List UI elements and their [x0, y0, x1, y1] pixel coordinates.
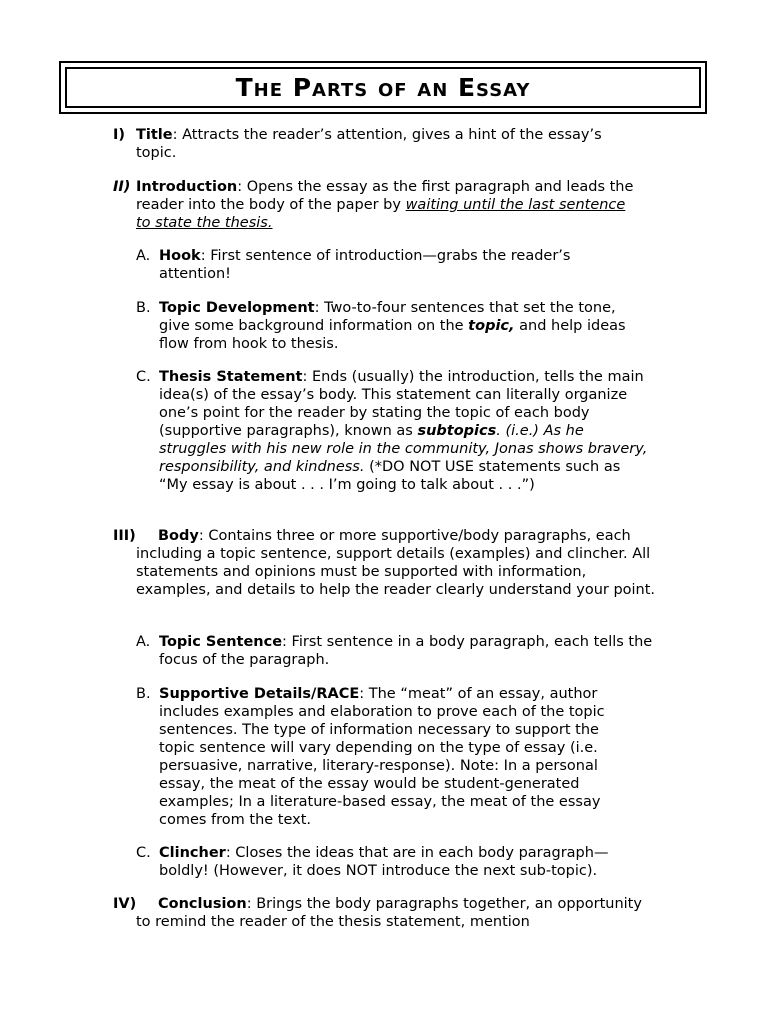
section-body	[136, 527, 656, 599]
subsection-term: Topic Development	[159, 300, 315, 316]
section-text: : Brings the body paragraphs together, an opportunity to remind the reader of the thesis statement, mention	[136, 896, 642, 930]
subsection-letter: B.	[136, 300, 151, 316]
subsection-text-cont: and help ideas flow from hook to thesis.	[159, 318, 626, 352]
subsection-body	[159, 633, 654, 669]
section-text: : Opens the essay as the first paragraph and leads the reader into the body of the paper by	[136, 179, 634, 213]
section-term: Body	[158, 528, 199, 544]
subsection-body	[159, 247, 599, 283]
subsection-body	[159, 685, 627, 829]
subsection-text: : First sentence in a body paragraph, each tells the focus of the paragraph.	[159, 634, 653, 668]
section-number: III)	[113, 528, 136, 544]
title-box	[59, 61, 707, 114]
subsection-term: Topic Sentence	[159, 634, 283, 650]
subsection-body	[159, 368, 653, 494]
subsection-text: : Ends (usually) the introduction, tells the main idea(s) of the essay’s body. This statement can literally organize one’s point for the reader by stating the topic of each body (supportive paragraphs), known as	[159, 369, 644, 439]
section-text: : Contains three or more supportive/body paragraphs, each including a topic sentence, support details (examples) and clincher. All statements and opinions must be supported with information, examples, and details to help the reader clearly understand your point.	[136, 528, 656, 598]
subsection-text: : The “meat” of an essay, author includes examples and elaboration to prove each of the topic sentences. The type of information necessary to support the topic sentence will vary depending on the type of essay (i.e. persuasive, narrative, literary-response). Note: In a personal essay, the meat of the essay would be student-generated examples; In a literature-based essay, the meat of the essay comes from the text.	[159, 686, 605, 828]
subsection-term: Clincher	[159, 845, 226, 861]
title-box-inner-border	[65, 67, 701, 108]
subsection-term: Supportive Details/RACE	[159, 686, 360, 702]
subsection-letter: C.	[136, 845, 151, 861]
emphasis-topic: topic,	[468, 318, 515, 334]
subsection-text: : First sentence of introduction—grabs the reader’s attention!	[159, 248, 571, 282]
subsection-letter: A.	[136, 248, 151, 264]
subsection-letter: C.	[136, 369, 151, 385]
section-term: Conclusion	[158, 896, 247, 912]
emphasis-subtopics: subtopics	[417, 423, 497, 439]
subsection-letter: B.	[136, 686, 151, 702]
section-text: : Attracts the reader’s attention, gives a hint of the essay’s topic.	[136, 127, 602, 161]
section-term: Introduction	[136, 179, 238, 195]
subsection-text: : Two-to-four sentences that set the tone, give some background information on the	[159, 300, 616, 334]
section-body	[136, 895, 651, 931]
thesis-example: . (i.e.) As he struggles with his new role in the community, Jonas shows bravery, responsibility, and kindness.	[159, 423, 648, 475]
subsection-letter: A.	[136, 634, 151, 650]
section-number: IV)	[113, 896, 137, 912]
section-body	[136, 178, 634, 232]
section-number: I)	[113, 127, 126, 143]
thesis-timing-note: waiting until the last sentence to state the thesis.	[136, 197, 626, 231]
section-term: Title	[136, 127, 173, 143]
subsection-text-cont: (*DO NOT USE statements such as “My essay is about . . . I’m going to talk about . . .”)	[159, 459, 621, 493]
subsection-term: Thesis Statement	[159, 369, 303, 385]
subsection-body	[159, 844, 629, 880]
subsection-text: : Closes the ideas that are in each body paragraph—boldly! (However, it does NOT introduce the next sub-topic).	[159, 845, 609, 879]
subsection-body	[159, 299, 649, 353]
subsection-term: Hook	[159, 248, 201, 264]
section-number: II)	[113, 179, 131, 195]
section-body	[136, 126, 636, 162]
page-title: The Parts of an Essay	[235, 72, 531, 102]
